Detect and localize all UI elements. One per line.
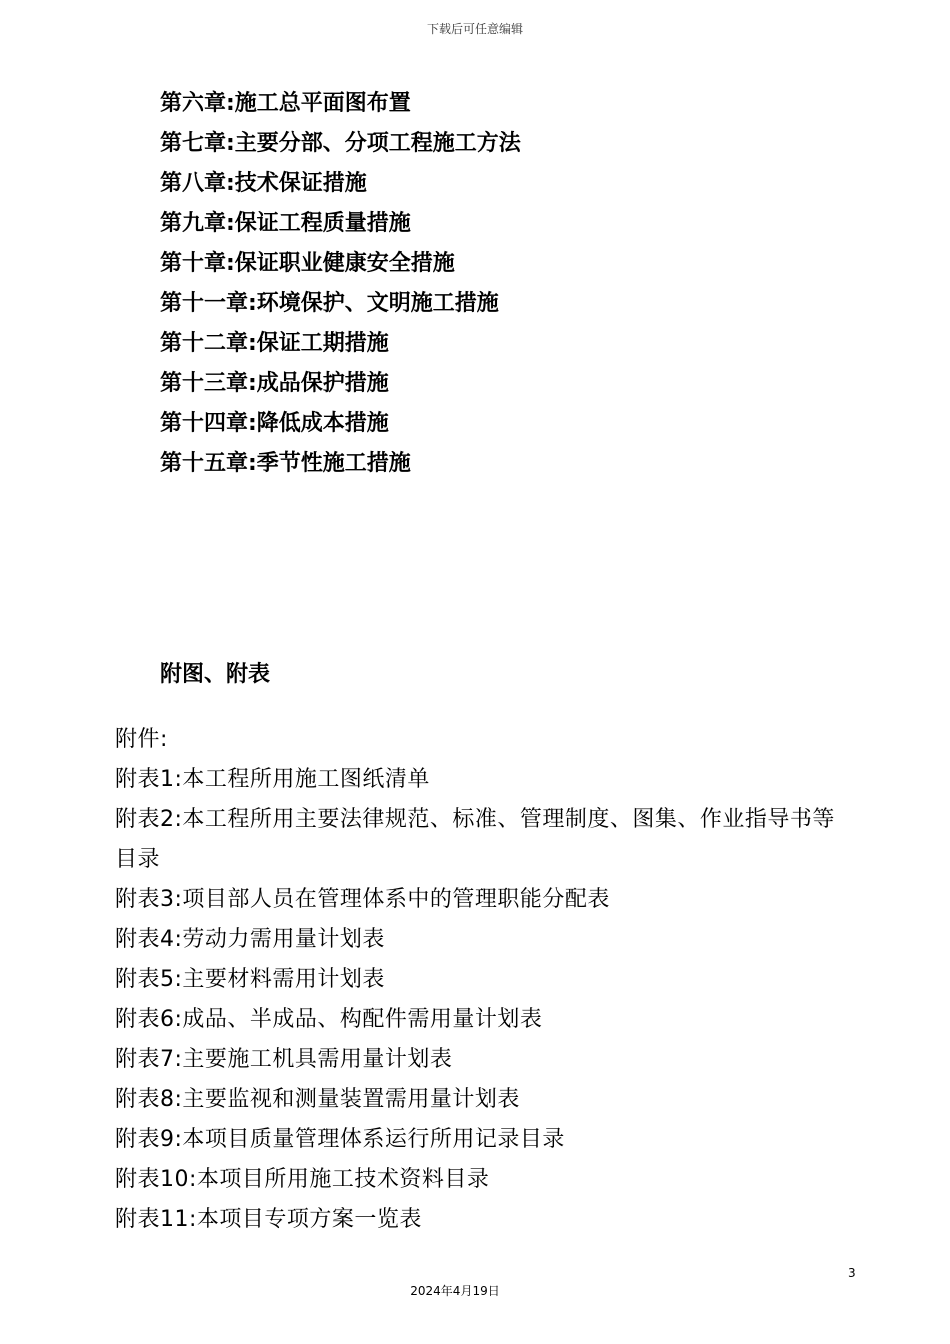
attachment-table-6: 附表6:成品、半成品、构配件需用量计划表 xyxy=(115,1007,543,1032)
attachment-table-4: 附表4:劳动力需用量计划表 xyxy=(115,927,385,952)
appendix-heading: 附图、附表 xyxy=(160,662,271,687)
attachment-table-2-continued: 目录 xyxy=(115,847,161,872)
chapter-15: 第十五章:季节性施工措施 xyxy=(160,451,411,476)
chapter-10: 第十章:保证职业健康安全措施 xyxy=(160,251,455,276)
attachment-table-10: 附表10:本项目所用施工技术资料目录 xyxy=(115,1167,490,1192)
chapter-6: 第六章:施工总平面图布置 xyxy=(160,91,411,116)
attachment-table-7: 附表7:主要施工机具需用量计划表 xyxy=(115,1047,453,1072)
attachment-table-3: 附表3:项目部人员在管理体系中的管理职能分配表 xyxy=(115,887,610,912)
attachment-list xyxy=(115,720,875,1240)
page-footer-date: 2024年4月19日 xyxy=(410,1284,500,1298)
chapter-13: 第十三章:成品保护措施 xyxy=(160,371,389,396)
attachment-table-1: 附表1:本工程所用施工图纸清单 xyxy=(115,767,430,792)
page-number: 3 xyxy=(848,1266,856,1280)
chapter-11: 第十一章:环境保护、文明施工措施 xyxy=(160,291,499,316)
attachment-table-8: 附表8:主要监视和测量装置需用量计划表 xyxy=(115,1087,520,1112)
attachment-table-9: 附表9:本项目质量管理体系运行所用记录目录 xyxy=(115,1127,565,1152)
chapter-list xyxy=(160,84,521,484)
attachments-label: 附件: xyxy=(115,727,168,752)
attachment-table-11: 附表11:本项目专项方案一览表 xyxy=(115,1207,422,1232)
attachment-table-2: 附表2:本工程所用主要法律规范、标准、管理制度、图集、作业指导书等 xyxy=(115,807,835,832)
chapter-7: 第七章:主要分部、分项工程施工方法 xyxy=(160,131,521,156)
chapter-14: 第十四章:降低成本措施 xyxy=(160,411,389,436)
page-header: 下载后可任意编辑 xyxy=(426,22,523,36)
chapter-8: 第八章:技术保证措施 xyxy=(160,171,367,196)
attachment-table-5: 附表5:主要材料需用计划表 xyxy=(115,967,385,992)
chapter-12: 第十二章:保证工期措施 xyxy=(160,331,389,356)
chapter-9: 第九章:保证工程质量措施 xyxy=(160,211,411,236)
